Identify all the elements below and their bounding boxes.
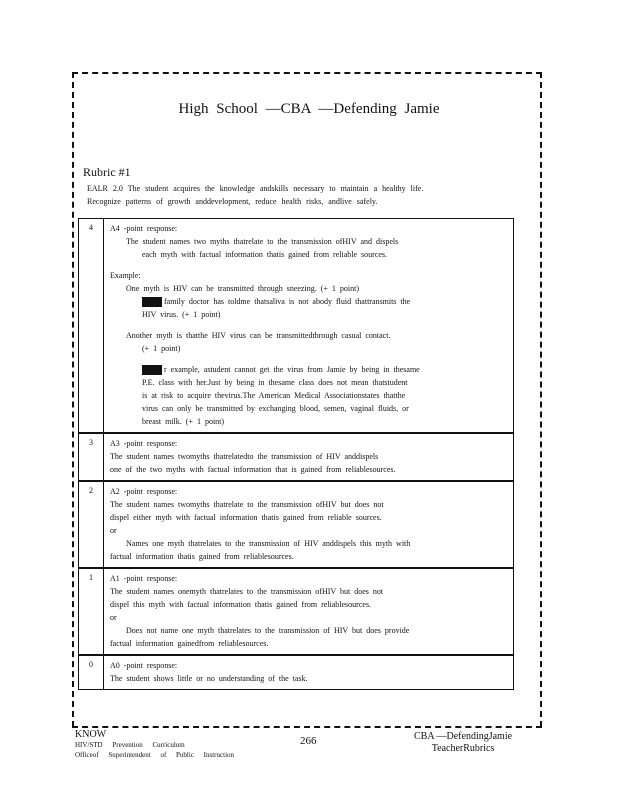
criteria-cell [104, 569, 513, 654]
example-line: virus can only be transmitted by exchanging blood, semen, vaginal fluids, or [142, 404, 409, 413]
criteria-line: factual information thatis gained from reliablesources. [110, 552, 294, 561]
criteria-heading: A0 -point response: [110, 661, 178, 670]
or-label: or [110, 613, 117, 622]
criteria-line: The student names twomyths thatrelatedto the transmission of HIV anddispels [110, 452, 379, 461]
criteria-line: each myth with factual information thatis gained from reliable sources. [142, 250, 388, 259]
bottom-dashed-border [72, 726, 542, 728]
example-line: Another myth is thatthe HIV virus can be transmittedthrough casual contact. [126, 331, 391, 340]
criteria-line: The student names onemyth thatrelates to the transmission ofHIV but does not [110, 587, 384, 596]
criteria-line: The student names twomyths thatrelate to the transmission ofHIV but does not [110, 500, 384, 509]
example-line: is at risk to acquire thevirus.The American Medical Associationstates thatthe [142, 391, 406, 400]
ealr-line-1: EALR 2.0 The student acquires the knowledge andskills necessary to maintain a healthy life. [87, 184, 424, 193]
footer-office: Officeof Superintendent of Public Instruction [75, 751, 235, 759]
example-line: breast milk. (+ 1 point) [142, 417, 225, 426]
footer-right [414, 731, 512, 755]
score-cell: 4 [79, 219, 104, 432]
criteria-line: The student shows little or no understanding of the task. [110, 674, 308, 683]
criteria-line: one of the two myths with factual information that is gained from reliablesources. [110, 465, 396, 474]
example-line: HIV virus. (+ 1 point) [142, 310, 221, 319]
ealr-statement [87, 182, 527, 208]
criteria-heading: A1 -point response: [110, 574, 178, 583]
criteria-heading: A3 -point response: [110, 439, 178, 448]
score-cell: 1 [79, 569, 104, 654]
criteria-line: Does not name one myth thatrelates to the transmission of HIV but does provide [126, 626, 410, 635]
rubric-row-2 [79, 480, 513, 567]
criteria-line: The student names two myths thatrelate to the transmission ofHIV and dispels [126, 237, 399, 246]
rubric-table [78, 218, 514, 690]
example-line: (+ 1 point) [142, 344, 181, 353]
footer-doc-subtitle: TeacherRubrics [431, 743, 495, 754]
score-cell: 2 [79, 482, 104, 567]
right-dashed-border [540, 72, 542, 727]
ealr-line-2: Recognize patterns of growth anddevelopment, reduce health risks, andlive safely. [87, 197, 378, 206]
criteria-heading: A2 -point response: [110, 487, 178, 496]
criteria-cell [104, 656, 513, 689]
footer-doc-title: CBA —DefendingJamie [414, 731, 513, 742]
rubric-label: Rubric #1 [83, 165, 131, 179]
example-line: One myth is HIV can be transmitted through sneezing. (+ 1 point) [126, 284, 359, 293]
criteria-line: dispel either myth with factual information thatis gained from reliable sources. [110, 513, 382, 522]
footer-curriculum: HIV/STD Prevention Curriculum [75, 741, 185, 749]
score-cell: 3 [79, 434, 104, 480]
criteria-line: dispel this myth with factual information thatis gained from reliablesources. [110, 600, 372, 609]
rubric-row-4 [79, 219, 513, 432]
page-number: 266 [300, 735, 317, 747]
rubric-row-1 [79, 567, 513, 654]
redaction-block [142, 365, 162, 375]
left-dashed-border [72, 72, 74, 727]
criteria-cell [104, 219, 513, 432]
or-label: or [110, 526, 117, 535]
criteria-cell [104, 434, 513, 480]
example-line: family doctor has toldme thatsaliva is not abody fluid thattransmits the [110, 295, 507, 308]
footer-left [75, 730, 234, 760]
rubric-row-3 [79, 432, 513, 480]
score-cell: 0 [79, 656, 104, 689]
example-label: Example: [110, 271, 141, 280]
example-line: P.E. class with her.Just by being in thesame class does not mean thatstudent [142, 378, 408, 387]
top-dashed-border [72, 72, 542, 74]
criteria-cell [104, 482, 513, 567]
redaction-block [142, 297, 162, 307]
criteria-heading: A4 -point response: [110, 224, 178, 233]
criteria-line: factual information gainedfrom reliablesources. [110, 639, 269, 648]
page-title: High School —CBA —Defending Jamie [178, 101, 440, 117]
footer-know: KNOW [75, 729, 107, 740]
example-line: r example, astudent cannot get the virus from Jamie by being in thesame [110, 363, 507, 376]
rubric-row-0 [79, 654, 513, 689]
criteria-line: Names one myth thatrelates to the transmission of HIV anddispels this myth with [126, 539, 411, 548]
